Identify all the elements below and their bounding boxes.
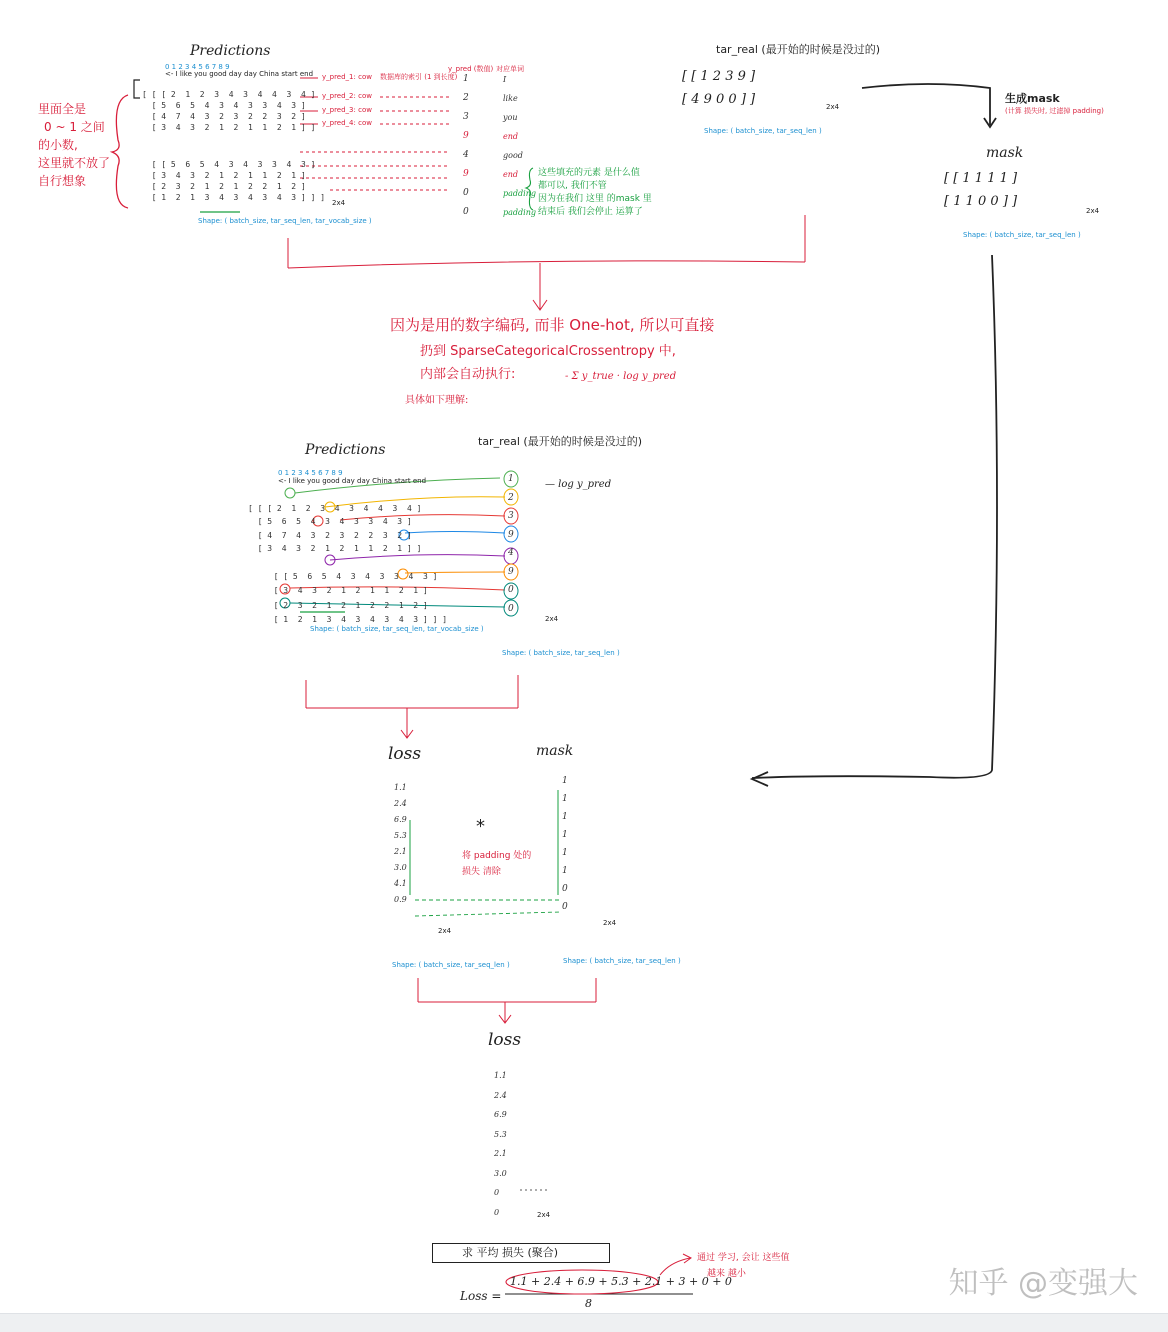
word-header: 对应单词 — [496, 65, 524, 73]
result-values: 1.1 2.4 6.9 5.3 2.1 3.0 0 0 — [494, 1071, 507, 1217]
multiply-op: * — [476, 816, 485, 837]
gen-mask-title: 生成mask — [1005, 92, 1060, 105]
row-label-4: y_pred_4: cow — [322, 119, 372, 127]
gen-mask-note: (计算 损失时, 过滤掉 padding) — [1005, 107, 1104, 115]
middle-selected-column: 1 2 3 9 4 9 0 0 — [508, 474, 514, 614]
center-note-formula: - Σ y_true · log y_pred — [565, 371, 677, 382]
center-note-line-4: 具体如下理解: — [405, 395, 469, 406]
middle-shape-1: Shape: ( batch_size, tar_seq_len, tar_vocab_size ) — [310, 625, 484, 633]
column-words: <- I like you good day day China start end — [165, 70, 314, 78]
words-column: I like you end good end padding padding — [503, 75, 536, 217]
mask-shape-2: Shape: ( batch_size, tar_seq_len ) — [563, 957, 681, 965]
top-left-shape: Shape: ( batch_size, tar_seq_len, tar_vocab_size ) — [198, 217, 372, 225]
mask-values: 1 1 1 1 1 1 0 0 — [562, 776, 568, 912]
loss-label: Loss = — [460, 1289, 502, 1303]
loss-denominator: 8 — [585, 1297, 592, 1310]
middle-dim: 2x4 — [545, 615, 559, 623]
middle-matrix-batch-2: [ [ 5 6 5 4 3 4 3 3 4 3 ] [ 3 4 3 2 1 2 1 1 2 1 ] [ 2 3 2 1 2 1 2 2 1 2 ] [ 1 2 1 3 4 3 4 3 4 3 ] ] ] — [264, 571, 448, 624]
y-pred-header: y_pred (数值) — [448, 65, 494, 73]
row-label-3: y_pred_3: cow — [322, 106, 372, 114]
row-label-1: y_pred_1: cow — [322, 73, 372, 81]
prediction-matrix-batch-2: [ [ 5 6 5 4 3 4 3 3 4 3 ] [ 3 4 3 2 1 2 1 1 2 1 ] [ 2 3 2 1 2 1 2 2 1 2 ] [ 1 2 1 3 4 3 4 3 4 3 ] ] ] — [142, 160, 326, 202]
mask-shape: Shape: ( batch_size, tar_seq_len ) — [963, 231, 1081, 239]
mask-dim: 2x4 — [1086, 207, 1100, 215]
tar-real-title: tar_real (最开始的时候是没过的) — [716, 43, 881, 56]
result-loss-title: loss — [488, 1030, 522, 1050]
loss-dim: 2x4 — [438, 927, 452, 935]
margin-note: 里面全是 0 ~ 1 之间 的小数, 这里就不放了 自行想象 — [38, 102, 111, 188]
middle-shape-2: Shape: ( batch_size, tar_seq_len ) — [502, 649, 620, 657]
mean-loss-title: 求 平均 损失 (聚合) — [462, 1246, 559, 1259]
loss-numerator: 1.1 + 2.4 + 6.9 + 5.3 + 2.1 + 3 + 0 + 0 — [510, 1275, 732, 1288]
middle-tar-real-title: tar_real (最开始的时候是没过的) — [478, 435, 643, 448]
tar-real-dim: 2x4 — [826, 103, 840, 111]
middle-predictions-title: Predictions — [305, 442, 386, 458]
top-left-dim: 2x4 — [332, 199, 346, 207]
tar-real-row-1: [ [ 1 2 3 9 ] — [682, 69, 756, 84]
middle-column-words: <- I like you good day day China start end — [278, 477, 427, 485]
loss-shape: Shape: ( batch_size, tar_seq_len ) — [392, 961, 510, 969]
green-note: 这些填充的元素 是什么值 都可以, 我们不管 因为在我们 这里 的mask 里 结束后 我们会停止 运算了 — [538, 168, 652, 217]
loss-title: loss — [388, 744, 422, 764]
loss-values: 1.1 2.4 6.9 5.3 2.1 3.0 4.1 0.9 — [394, 783, 407, 904]
loss-mask-title: mask — [536, 743, 574, 759]
row-note: 数据库的索引 (1 到长度) — [380, 73, 458, 81]
watermark: 知乎 @变强大 — [948, 1266, 1138, 1301]
tar-real-shape: Shape: ( batch_size, tar_seq_len ) — [704, 127, 822, 135]
log-note: — log y_pred — [545, 479, 612, 490]
center-note-line-3: 内部会自动执行: — [420, 367, 516, 382]
middle-matrix-batch-1: [ [ [ 2 1 2 3 4 3 4 4 3 4 ] [ 5 6 5 4 3 4 3 3 4 3 ] [ 4 7 4 3 2 3 2 2 3 2 ] [ 3 4 3 2 1 2 1 1 2 1 ] ] — [248, 503, 422, 553]
result-note: 通过 学习, 会让 这些值 越来 越小 — [697, 1253, 790, 1279]
center-note-line-2: 扔到 SparseCategoricalCrossentropy 中, — [420, 344, 676, 359]
column-indices: 0 1 2 3 4 5 6 7 8 9 — [165, 63, 230, 71]
mask-row-2: [ 1 1 0 0 ] ] — [944, 194, 1018, 209]
bottom-bar — [0, 1313, 1168, 1332]
mask-dim-2: 2x4 — [603, 919, 617, 927]
row-label-2: y_pred_2: cow — [322, 92, 372, 100]
result-dim: 2x4 — [537, 1211, 551, 1219]
tar-real-row-2: [ 4 9 0 0 ] ] — [682, 92, 756, 107]
predictions-title: Predictions — [190, 43, 271, 59]
center-note-line-1: 因为是用的数字编码, 而非 One-hot, 所以可直接 — [390, 316, 715, 334]
y-values-column: 1 2 3 9 4 9 0 0 — [463, 74, 469, 217]
loss-mask-note: 将 padding 处的 损失 清除 — [462, 851, 532, 877]
middle-column-indices: 0 1 2 3 4 5 6 7 8 9 — [278, 469, 343, 477]
prediction-matrix-batch-1: [ [ [ 2 1 2 3 4 3 4 4 3 4 ] [ 5 6 5 4 3 4 3 3 4 3 ] [ 4 7 4 3 2 3 2 2 3 2 ] [ 3 4 3 2 1 2 1 1 2 1 ] ] — [142, 90, 316, 132]
mask-row-1: [ [ 1 1 1 1 ] — [944, 171, 1018, 186]
mask-title: mask — [986, 145, 1024, 161]
